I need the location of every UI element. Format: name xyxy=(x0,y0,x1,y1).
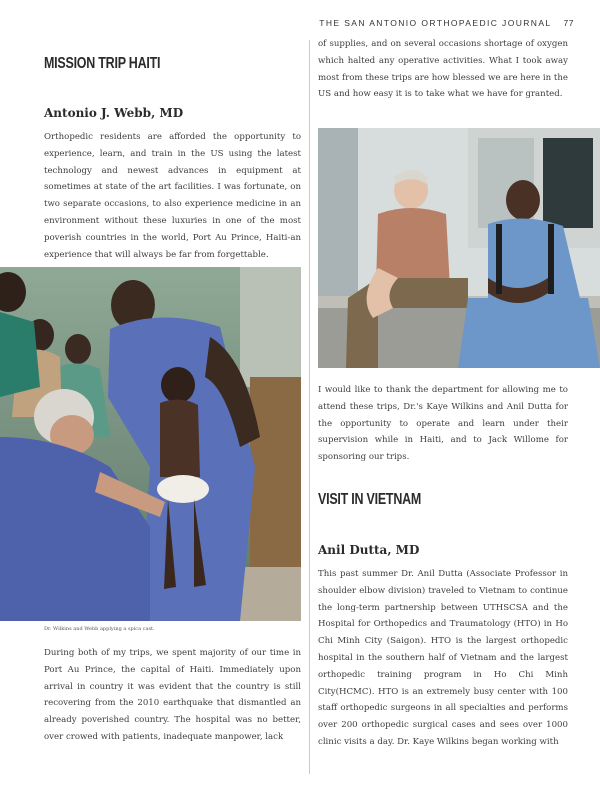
doctors-seated-photo xyxy=(318,128,600,368)
vietnam-intro-paragraph: This past summer Dr. Anil Dutta (Associate Professor in shoulder elbow division) traveled to Vietnam to continue the long-term partnership between UTHSCSA and the Hospital for Orthopedics and Traumatology (HTO) in Ho Chi Minh City (Saigon). HTO is the largest orthopedic hospital in the southern half of Vietnam and the largest orthopedic training program in Ho Chi Minh City(HCMC). HTO is an extremely busy center with 100 staff orthopedic surgeons in all specialties and performs over 200 orthopedic surgical cases and sees over 1000 clinic visits a day. Dr. Kaye Wilkins began working with xyxy=(318,569,568,747)
haiti-reflection-paragraph: of supplies, and on several occasions shortage of oxygen which halted any operative activities. What I took away most from these trips are how blessed we are here in the US and how easy it is to take what we have for granted. xyxy=(318,39,568,100)
haiti-author-byline: Antonio J. Webb, MD xyxy=(44,106,184,120)
running-head xyxy=(319,18,574,28)
haiti-section-title: MISSION TRIP HAITI xyxy=(44,55,161,72)
haiti-intro-paragraph: Orthopedic residents are afforded the opportunity to experience, learn, and train in the US using the latest technology and newest advances in equipment at sometimes at state of the art facilities. I was fortunate, on two separate occasions, to also experience medicine in an environment without these luxuries in one of the most poverish countries in the world, Port Au Prince, Haiti-an experience that will always be far from forgettable. xyxy=(44,132,301,260)
spica-cast-photo xyxy=(0,267,301,621)
haiti-thanks-paragraph: I would like to thank the department for allowing me to attend these trips, Dr.'s Kaye Wilkins and Anil Dutta for the opportunity to operate and learn under their supervision while in Haiti, and to Jack Willome for sponsoring our trips. xyxy=(318,385,568,463)
vietnam-author-byline: Anil Dutta, MD xyxy=(318,543,420,557)
photo-caption: Dr. Wilkins and Webb applying a spica cast. xyxy=(44,626,155,632)
journal-name: THE SAN ANTONIO ORTHOPAEDIC JOURNAL xyxy=(319,18,552,28)
vietnam-section-title: VISIT IN VIETNAM xyxy=(318,491,422,508)
page-number: 77 xyxy=(563,18,574,28)
haiti-trip-paragraph: During both of my trips, we spent majority of our time in Port Au Prince, the capital of Haiti. Immediately upon arrival in country it was evident that the country is still recovering from the 2010 earthquake that dismantled an already poverished country. The hospital was no better, over crowed with patients, inadequate manpower, lack xyxy=(44,648,301,742)
column-divider xyxy=(309,40,310,774)
